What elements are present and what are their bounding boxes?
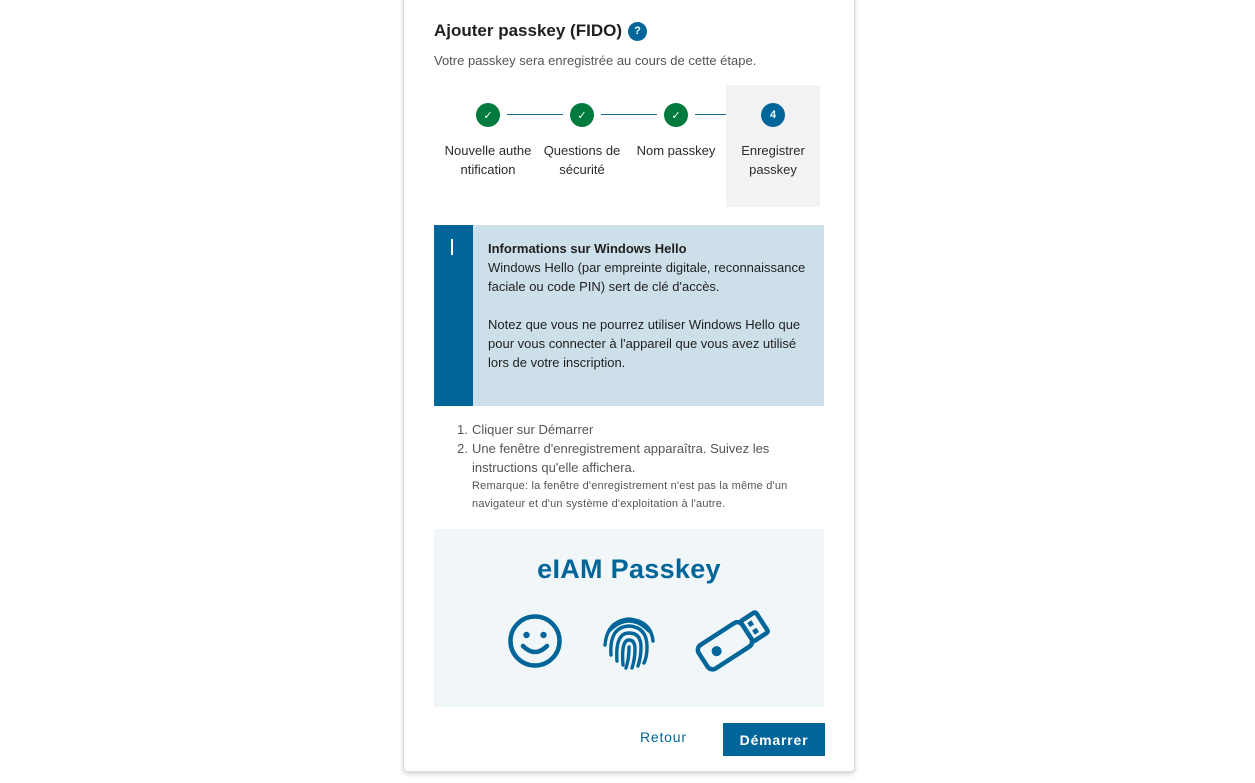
info-icon <box>451 239 453 255</box>
info-content <box>488 239 813 372</box>
step-label: Nom passkey <box>636 143 716 158</box>
dialog-subtitle: Votre passkey sera enregistrée au cours de cette étape. <box>434 53 757 68</box>
usb-key-icon <box>691 607 773 673</box>
question-mark-icon[interactable]: ? <box>628 22 647 41</box>
info-paragraph: Notez que vous ne pourrez utiliser Windows Hello que pour vous connecter à l'appareil que vous avez utilisé lors de votre inscription. <box>488 317 801 370</box>
fingerprint-icon <box>601 611 657 671</box>
info-paragraph: Windows Hello (par empreinte digitale, reconnaissance faciale ou code PIN) sert de clé d'accès. <box>488 260 806 294</box>
start-button[interactable]: Démarrer <box>723 723 825 756</box>
passkey-brand-panel <box>434 529 824 707</box>
info-callout <box>434 225 824 406</box>
brand-icons <box>434 611 824 675</box>
list-item: 1. Cliquer sur Démarrer <box>457 422 594 437</box>
step-nom-passkey <box>629 85 723 207</box>
step-enregistrer-passkey <box>726 85 820 207</box>
brand-title: eIAM Passkey <box>537 554 721 584</box>
list-item: 2. Une fenêtre d'enregistrement apparaîtra. Suivez les instructions qu'elle affichera. Remarque: la fenêtre d'enregistrement n'est pas la même d'un navigateur et d'un système d'exploitation à l'autre. <box>457 439 822 513</box>
check-icon: ✓ <box>476 103 500 127</box>
check-icon: ✓ <box>664 103 688 127</box>
instruction-note: Remarque: la fenêtre d'enregistrement n'est pas la même d'un navigateur et d'un système d'exploitation à l'autre. <box>472 480 788 510</box>
info-icon-bar <box>434 225 473 406</box>
step-label: Enregistrer passkey <box>741 143 805 177</box>
step-questions-securite <box>535 85 629 207</box>
step-number-badge: 4 <box>761 103 785 127</box>
info-title: Informations sur Windows Hello <box>488 241 687 256</box>
step-label: Nouvelle authentification <box>444 143 532 177</box>
step-label: Questions de sécurité <box>543 143 621 177</box>
step-nouvelle-authentification <box>441 85 535 207</box>
title-row <box>434 21 647 41</box>
check-icon: ✓ <box>570 103 594 127</box>
progress-stepper <box>441 85 825 207</box>
dialog-title: Ajouter passkey (FIDO) <box>434 21 622 40</box>
instructions-list <box>457 420 822 513</box>
passkey-dialog <box>403 0 855 772</box>
smiley-face-icon <box>507 613 563 669</box>
back-button[interactable]: Retour <box>640 729 687 745</box>
